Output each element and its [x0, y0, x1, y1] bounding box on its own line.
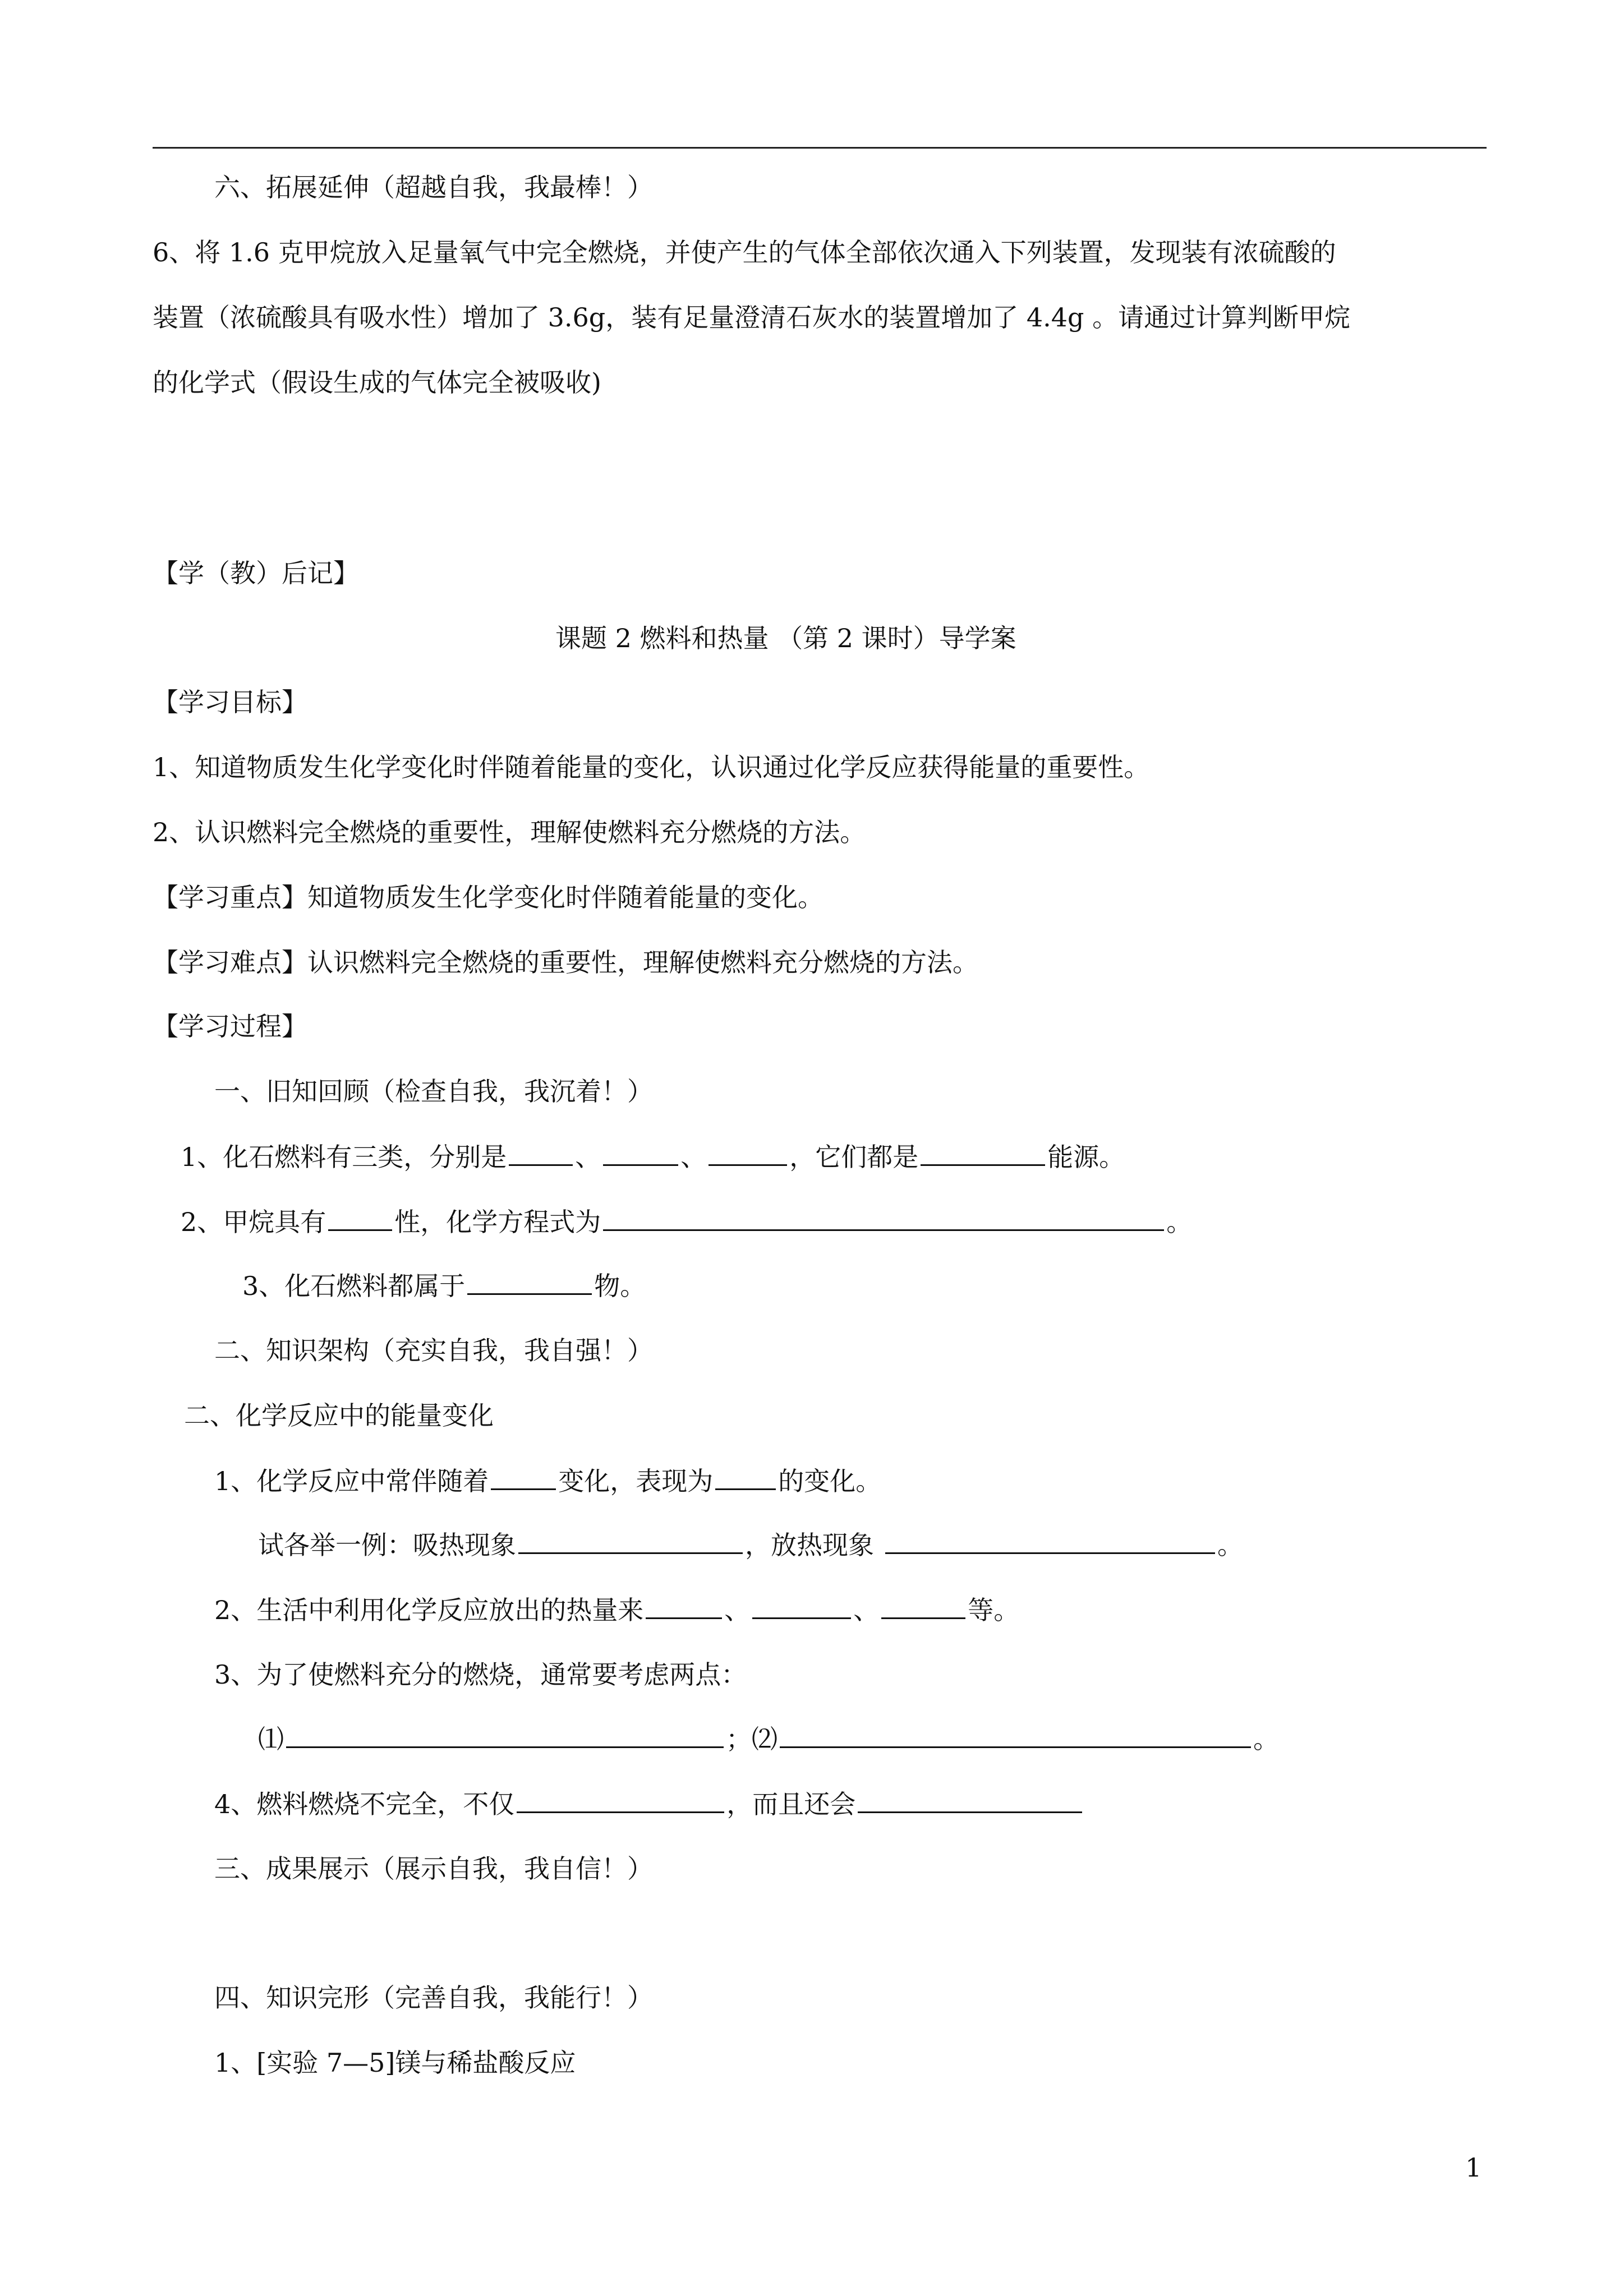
- fill-blank[interactable]: [328, 1205, 392, 1231]
- q6-line2: 装置（浓硫酸具有吸水性）增加了 3.6g，装有足量澄清石灰水的装置增加了 4.4g 。请通过计算判断甲烷: [153, 302, 1351, 333]
- fill-blank[interactable]: [518, 1528, 743, 1554]
- q6-line3: 的化学式（假设生成的气体完全被吸收): [153, 367, 601, 398]
- energy-question-2: [214, 1593, 1019, 1627]
- difficulty: 【学习难点】认识燃料完全燃烧的重要性，理解使燃料充分燃烧的方法。: [153, 947, 978, 978]
- energy-heading: 二、化学反应中的能量变化: [184, 1400, 494, 1431]
- example-text-b: ，放热现象: [745, 1530, 874, 1560]
- review1-text-b: 、: [575, 1142, 601, 1172]
- header-rule: [153, 147, 1487, 149]
- energy-question-1: [214, 1464, 881, 1498]
- section6-heading: 六、拓展延伸（超越自我，我最棒！）: [214, 172, 653, 202]
- energy2-text-a: 2、生活中利用化学反应放出的热量来: [214, 1595, 644, 1625]
- review1-text-d: ，它们都是: [789, 1142, 919, 1172]
- fill-blank[interactable]: [780, 1722, 1251, 1748]
- fill-blank[interactable]: [715, 1464, 776, 1490]
- afterword-heading: 【学（教）后记】: [153, 558, 359, 588]
- q6-line1: 6、将 1.6 克甲烷放入足量氧气中完全燃烧，并使产生的气体全部依次通入下列装置，发现装有浓硫酸的: [153, 237, 1336, 268]
- energy2-text-b: 、: [724, 1595, 751, 1625]
- review-question-3: [242, 1269, 646, 1303]
- objectives-heading: 【学习目标】: [153, 687, 307, 717]
- fill-blank[interactable]: [881, 1593, 965, 1619]
- two-points-line: [258, 1722, 1279, 1756]
- review-heading: 一、旧知回顾（检查自我，我沉着！）: [214, 1076, 653, 1106]
- points-text-c: 。: [1253, 1724, 1279, 1754]
- review1-text-c: 、: [680, 1142, 707, 1172]
- example-line: [258, 1528, 1243, 1562]
- review3-text-a: 3、化石燃料都属于: [242, 1271, 466, 1301]
- fill-blank[interactable]: [517, 1787, 724, 1813]
- fill-blank[interactable]: [858, 1787, 1082, 1813]
- fill-blank[interactable]: [921, 1140, 1045, 1166]
- lesson-title: 课题 2 燃料和热量 （第 2 课时）导学案: [555, 623, 1016, 653]
- experiment-line: 1、[实验 7—5]镁与稀盐酸反应: [214, 2048, 576, 2078]
- objective-1: 1、知道物质发生化学变化时伴随着能量的变化，认识通过化学反应获得能量的重要性。: [153, 752, 1150, 782]
- fill-blank[interactable]: [709, 1140, 787, 1166]
- fill-blank[interactable]: [885, 1528, 1215, 1554]
- points-text-b: ；⑵: [726, 1724, 778, 1754]
- points-text-a: ⑴: [258, 1724, 284, 1754]
- review-question-1: [181, 1140, 1125, 1174]
- fill-blank[interactable]: [752, 1593, 851, 1619]
- example-text-a: 试各举一例：吸热现象: [258, 1530, 516, 1560]
- review1-text-a: 1、化石燃料有三类，分别是: [181, 1142, 507, 1172]
- review3-text-b: 物。: [594, 1271, 646, 1301]
- energy-question-4: [214, 1787, 1084, 1821]
- review1-text-e: 能源。: [1047, 1142, 1125, 1172]
- energy-question-3: 3、为了使燃料充分的燃烧，通常要考虑两点：: [214, 1659, 747, 1690]
- fill-blank[interactable]: [467, 1269, 592, 1295]
- complete-heading: 四、知识完形（完善自我，我能行！）: [214, 1983, 653, 2013]
- fill-blank[interactable]: [603, 1205, 1164, 1231]
- energy2-text-c: 、: [853, 1595, 880, 1625]
- fill-blank[interactable]: [603, 1140, 678, 1166]
- energy1-text-c: 的变化。: [778, 1466, 882, 1496]
- review2-text-c: 。: [1166, 1207, 1193, 1237]
- framework-heading: 二、知识架构（充实自我，我自强！）: [214, 1335, 653, 1366]
- objective-2: 2、认识燃料完全燃烧的重要性，理解使燃料充分燃烧的方法。: [153, 817, 866, 847]
- review-question-2: [181, 1205, 1192, 1239]
- example-text-c: 。: [1217, 1530, 1243, 1560]
- fill-blank[interactable]: [509, 1140, 573, 1166]
- review2-text-b: 性，化学方程式为: [394, 1207, 601, 1237]
- energy4-text-a: 4、燃料燃烧不完全，不仅: [214, 1789, 515, 1819]
- key-point: 【学习重点】知道物质发生化学变化时伴随着能量的变化。: [153, 882, 823, 912]
- energy4-text-b: ，而且还会: [726, 1789, 856, 1819]
- fill-blank[interactable]: [491, 1464, 556, 1490]
- energy1-text-a: 1、化学反应中常伴随着: [214, 1466, 489, 1496]
- results-heading: 三、成果展示（展示自我，我自信！）: [214, 1854, 653, 1884]
- energy1-text-b: 变化，表现为: [558, 1466, 714, 1496]
- fill-blank[interactable]: [286, 1722, 724, 1748]
- process-heading: 【学习过程】: [153, 1011, 307, 1041]
- review2-text-a: 2、甲烷具有: [181, 1207, 326, 1237]
- page-number: 1: [1465, 2152, 1482, 2183]
- energy2-text-d: 等。: [968, 1595, 1020, 1625]
- fill-blank[interactable]: [646, 1593, 722, 1619]
